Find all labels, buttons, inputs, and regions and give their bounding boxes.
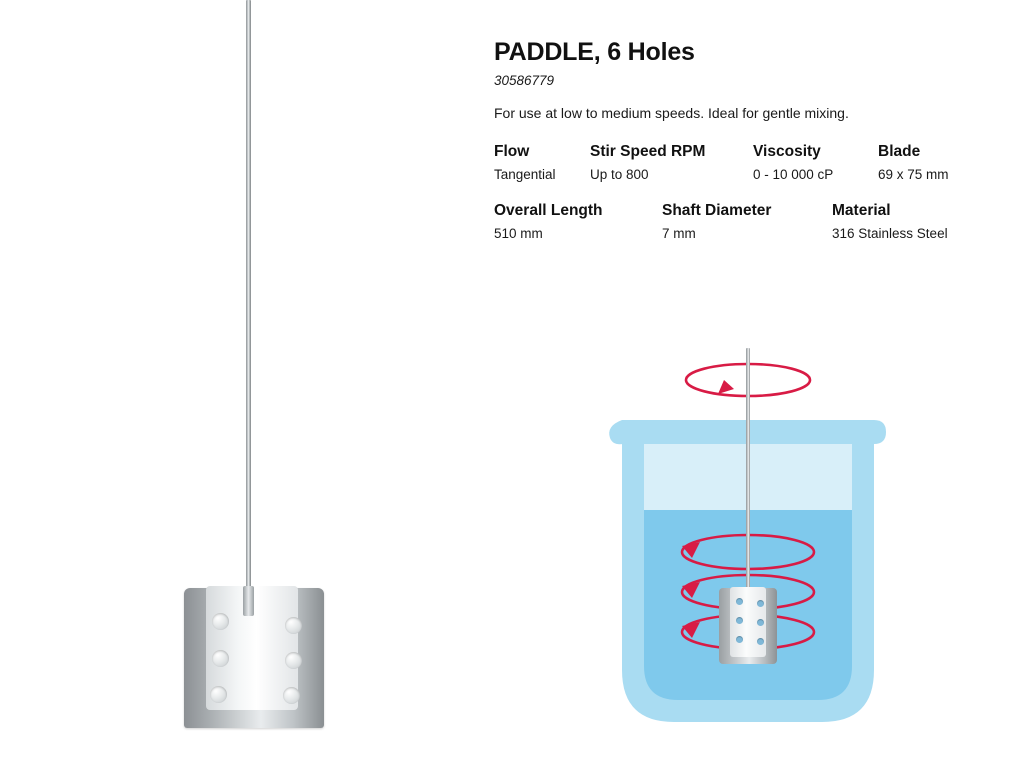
spec-material [832, 202, 992, 241]
spec-material-label: Material [832, 202, 891, 219]
spec-blade-label: Blade [878, 143, 921, 160]
impeller-shaft [246, 0, 251, 600]
spec-stir-speed-label: Stir Speed RPM [590, 143, 706, 160]
spec-viscosity-value: 0 - 10 000 cP [753, 167, 834, 182]
spec-flow-value: Tangential [494, 167, 556, 182]
spec-stir-speed [590, 143, 753, 182]
spec-material-value: 316 Stainless Steel [832, 226, 948, 241]
spec-shaft-diameter [662, 202, 832, 241]
spec-blade [878, 143, 988, 182]
spec-viscosity [753, 143, 878, 182]
spec-viscosity-label: Viscosity [753, 143, 821, 160]
product-description: For use at low to medium speeds. Ideal for gentle mixing. [494, 105, 849, 121]
spec-row-secondary [494, 202, 994, 241]
spec-blade-value: 69 x 75 mm [878, 167, 949, 182]
impeller-shaft-seat [243, 586, 254, 616]
blade-hole [285, 652, 302, 669]
diagram-blade-hole [757, 600, 764, 607]
spec-stir-speed-value: Up to 800 [590, 167, 649, 182]
diagram-blade-hole [736, 617, 743, 624]
rotation-arrowhead-top [718, 380, 734, 394]
product-code: 30586779 [494, 73, 555, 88]
blade-hole [210, 686, 227, 703]
spec-overall-length-label: Overall Length [494, 202, 603, 219]
paddle-impeller-photo [0, 0, 480, 768]
spec-flow-label: Flow [494, 143, 530, 160]
blade-hole [283, 687, 300, 704]
blade-hole [285, 617, 302, 634]
spec-row-primary [494, 143, 994, 182]
page-title: PADDLE, 6 Holes [494, 38, 695, 66]
beaker-flow-svg [600, 330, 920, 750]
diagram-blade-hole [736, 598, 743, 605]
diagram-blade-hole [757, 619, 764, 626]
product-spec-panel [494, 38, 994, 261]
diagram-impeller-shaft [746, 348, 750, 628]
diagram-blade-hole [736, 636, 743, 643]
spec-shaft-diameter-value: 7 mm [662, 226, 696, 241]
spec-shaft-diameter-label: Shaft Diameter [662, 202, 772, 219]
beaker-mixing-diagram [600, 330, 920, 750]
spec-overall-length [494, 202, 662, 241]
blade-hole [212, 613, 229, 630]
spec-flow [494, 143, 590, 182]
blade-hole [212, 650, 229, 667]
diagram-blade-hole [757, 638, 764, 645]
spec-overall-length-value: 510 mm [494, 226, 543, 241]
